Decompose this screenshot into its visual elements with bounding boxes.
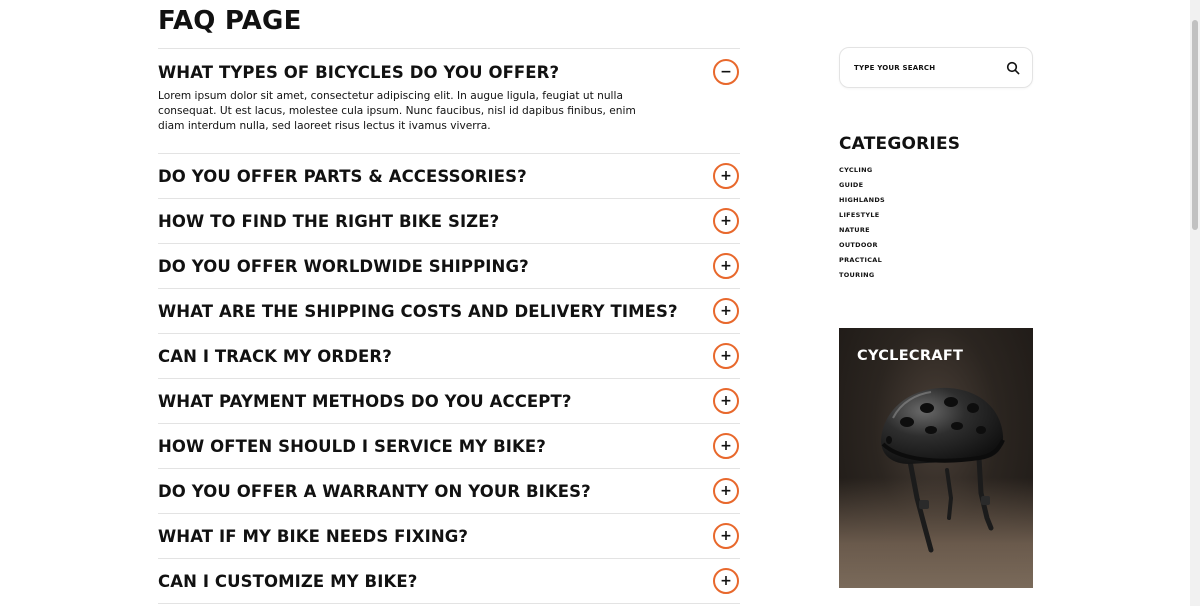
faq-question: DO YOU OFFER WORLDWIDE SHIPPING? (158, 256, 529, 276)
expand-icon[interactable]: + (713, 523, 739, 549)
faq-item (158, 424, 740, 469)
promo-banner[interactable] (839, 328, 1033, 588)
faq-question: CAN I CUSTOMIZE MY BIKE? (158, 571, 418, 591)
expand-icon[interactable]: + (713, 163, 739, 189)
faq-answer: Lorem ipsum dolor sit amet, consectetur adipiscing elit. In augue ligula, feugiat ut nulla consequat. Ut est lacus, molestee cula ipsum. Nunc faucibus, nisl id dapibus finibus, enim diam interdum nulla, sed laoreet risus lectus it ivamus viverra. (158, 90, 636, 132)
faq-question-row[interactable] (158, 379, 740, 423)
faq-main (158, 0, 740, 604)
faq-question: HOW TO FIND THE RIGHT BIKE SIZE? (158, 211, 500, 231)
search-icon[interactable] (1006, 61, 1020, 75)
faq-item (158, 469, 740, 514)
faq-question: WHAT ARE THE SHIPPING COSTS AND DELIVERY TIMES? (158, 301, 678, 321)
faq-question-row[interactable] (158, 424, 740, 468)
faq-question: HOW OFTEN SHOULD I SERVICE MY BIKE? (158, 436, 546, 456)
scrollbar-thumb[interactable] (1192, 20, 1198, 230)
faq-item (158, 154, 740, 199)
expand-icon[interactable]: + (713, 298, 739, 324)
expand-icon[interactable]: + (713, 343, 739, 369)
faq-question: CAN I TRACK MY ORDER? (158, 346, 392, 366)
expand-icon[interactable]: + (713, 433, 739, 459)
faq-list (158, 48, 740, 604)
faq-item (158, 49, 740, 154)
category-link[interactable]: TOURING (839, 271, 875, 279)
faq-item (158, 244, 740, 289)
category-link[interactable]: PRACTICAL (839, 256, 883, 264)
faq-question-row[interactable] (158, 514, 740, 558)
faq-item (158, 199, 740, 244)
faq-question: WHAT PAYMENT METHODS DO YOU ACCEPT? (158, 391, 572, 411)
category-link[interactable]: HIGHLANDS (839, 196, 886, 204)
sidebar (839, 47, 1033, 364)
search-box (839, 47, 1033, 88)
expand-icon[interactable]: + (713, 253, 739, 279)
expand-icon[interactable]: + (713, 388, 739, 414)
faq-question-row[interactable] (158, 559, 740, 603)
faq-question: DO YOU OFFER PARTS & ACCESSORIES? (158, 166, 527, 186)
faq-question-row[interactable] (158, 154, 740, 198)
faq-item (158, 379, 740, 424)
category-link[interactable]: NATURE (839, 226, 870, 234)
faq-question: WHAT TYPES OF BICYCLES DO YOU OFFER? (158, 62, 560, 82)
banner-brand: CYCLECRAFT (857, 348, 964, 364)
categories-list (839, 163, 1033, 283)
page-scrollbar[interactable] (1190, 0, 1200, 606)
category-link[interactable]: LIFESTYLE (839, 211, 880, 219)
faq-item (158, 559, 740, 604)
category-link[interactable]: CYCLING (839, 166, 873, 174)
expand-icon[interactable]: + (713, 568, 739, 594)
expand-icon[interactable]: + (713, 478, 739, 504)
faq-question-row[interactable] (158, 199, 740, 243)
page-title: FAQ PAGE (158, 6, 302, 36)
faq-question-row[interactable] (158, 469, 740, 513)
faq-question-row[interactable] (158, 334, 740, 378)
collapse-icon[interactable]: − (713, 59, 739, 85)
search-input[interactable] (854, 64, 994, 72)
faq-question-row[interactable] (158, 289, 740, 333)
faq-item (158, 289, 740, 334)
category-link[interactable]: OUTDOOR (839, 241, 878, 249)
expand-icon[interactable]: + (713, 208, 739, 234)
faq-question-row[interactable] (158, 244, 740, 288)
faq-question: DO YOU OFFER A WARRANTY ON YOUR BIKES? (158, 481, 591, 501)
helmet-image (869, 378, 1009, 558)
faq-question: WHAT IF MY BIKE NEEDS FIXING? (158, 526, 469, 546)
faq-item (158, 514, 740, 559)
category-link[interactable]: GUIDE (839, 181, 864, 189)
faq-item (158, 334, 740, 379)
categories-title: CATEGORIES (839, 134, 961, 154)
